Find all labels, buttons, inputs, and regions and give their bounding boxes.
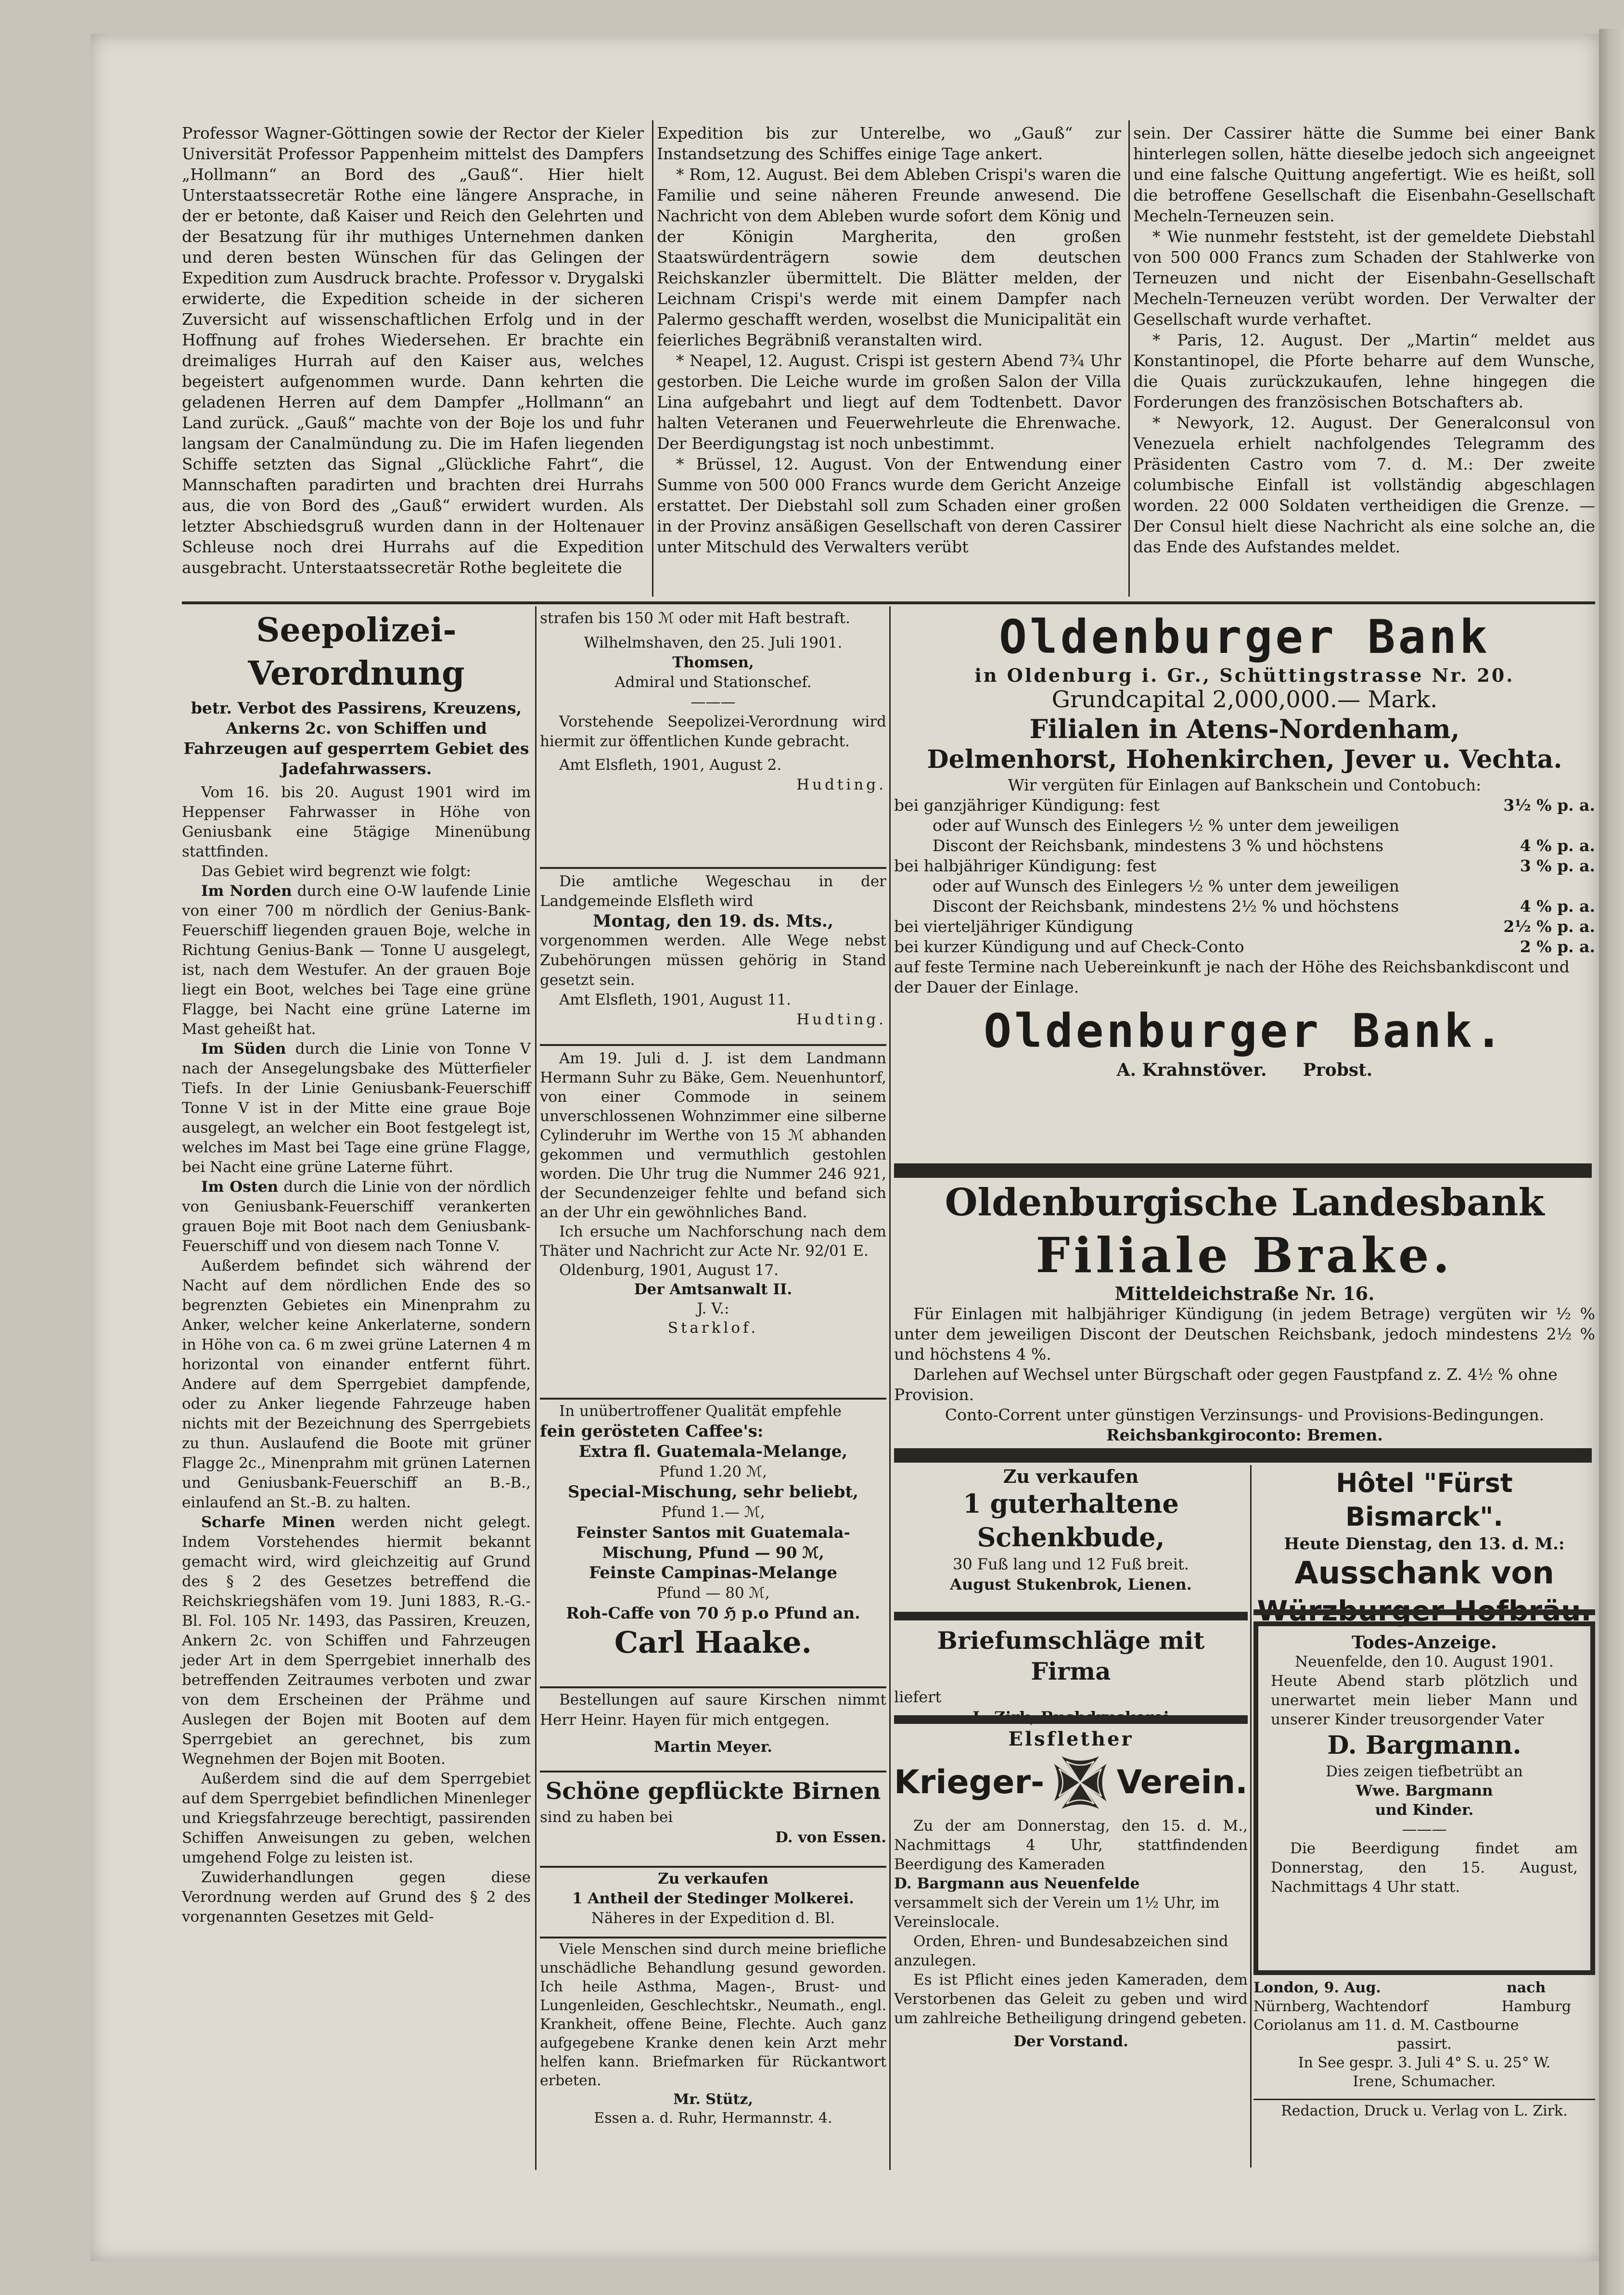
kirschen-text: Bestellungen auf saure Kirschen nimmt Herr Heinr. Hayen für mich entgegen.: [540, 1691, 886, 1729]
short-rule: ———: [691, 693, 736, 711]
stuetz-signer: Mr. Stütz,: [673, 2091, 753, 2108]
krieger-text-3: Orden, Ehren- und Bundesabzeichen sind anzulegen.: [894, 1933, 1228, 1969]
bank-location: in Oldenburg i. Gr., Schüttingstrasse Nr. 20.: [974, 664, 1515, 686]
landesbank-loans: Darlehen auf Wechsel unter Bürgschaft oder gegen Faustpfand z. Z. 4½ % ohne Provision.: [894, 1365, 1558, 1404]
landesbank-ad: [894, 1179, 1595, 1445]
rate-value: 2½ % p. a.: [1503, 917, 1595, 936]
hotel-date: Heute Dienstag, den 13. d. M.:: [1284, 1534, 1565, 1554]
krieger-head: Elsflether: [1008, 1728, 1134, 1750]
ad-rule: [540, 1398, 886, 1400]
news-newyork: * Newyork, 12. August. Der Generalconsul von Venezuela erhielt nachfolgendes Telegramm des Präsidenten Castro vom 7. d. M.: Der zweite columbische Einfall ist vollständig abgeschlagen worden. 22 000 Soldaten vertheidigen die Grenze. — Der Consul hielt diese Nachricht als eine solche an, die das Ende des Aufstandes meldet.: [1133, 413, 1595, 556]
short-rule: ———: [1402, 1821, 1447, 1838]
place-date: Wilhelmshaven, den 25. Juli 1901.: [584, 634, 843, 651]
stuetz-address: Essen a. d. Ruhr, Hermannstr. 4.: [594, 2110, 832, 2127]
rate-label: bei ganzjähriger Kündigung: fest: [894, 796, 1160, 815]
birnen-ad: [540, 1775, 886, 1848]
ad-rule: [540, 1686, 886, 1688]
todes-anzeige: [1253, 1621, 1595, 1975]
kirschen-ad: [540, 1690, 886, 1757]
ad-rule: [540, 1771, 886, 1772]
seepolizei-title: Seepolizei-Verordnung: [248, 611, 465, 693]
kirschen-signer: Martin Meyer.: [653, 1738, 773, 1756]
birnen-signer: D. von Essen.: [775, 1829, 886, 1846]
iron-cross-icon: [1049, 1751, 1112, 1814]
bank-capital: Grundcapital 2,000,000.— Mark.: [1051, 686, 1438, 713]
coffee-item-name: Special-Mischung, sehr beliebt,: [567, 1482, 859, 1502]
todes-signer-2: und Kinder.: [1375, 1801, 1474, 1819]
bank-name-2: Oldenburger Bank.: [984, 1004, 1506, 1058]
todes-signer-1: Wwe. Bargmann: [1355, 1782, 1493, 1799]
south-label: Im Süden: [201, 1040, 286, 1058]
bank-branches-2: Delmenhorst, Hohenkirchen, Jever u. Vechta.: [927, 745, 1562, 774]
news-text: Expedition bis zur Unterelbe, wo „Gauß“ zur Instandsetzung des Schiffes einige Tage ankert.: [657, 124, 1121, 163]
shipping-line: Irene, Schumacher.: [1353, 2073, 1496, 2090]
landesbank-address: Mitteldeichstraße Nr. 16.: [1114, 1283, 1375, 1304]
bank-branches-1: Filialen in Atens-Nordenham,: [1029, 714, 1460, 744]
signer: Thomsen,: [672, 654, 754, 671]
ad-rule: [540, 1044, 886, 1046]
ad-rule: [1253, 1609, 1595, 1615]
molkerei-text: 1 Antheil der Stedinger Molkerei.: [572, 1890, 854, 1907]
birnen-title: Schöne gepflückte Birnen: [545, 1778, 881, 1805]
rate-value: 3½ % p. a.: [1503, 796, 1595, 815]
birnen-text: sind zu haben bei: [540, 1809, 673, 1826]
schenkbude-head: Zu verkaufen: [1003, 1466, 1139, 1487]
rate-label: bei vierteljähriger Kündigung: [894, 917, 1133, 936]
bank-signers: A. Krahnstöver. Probst.: [1116, 1060, 1373, 1080]
krieger-signer: Der Vorstand.: [1013, 2033, 1128, 2050]
shipping-news: [1253, 1978, 1595, 2091]
page-edge: [1599, 29, 1624, 2295]
ad-rule: [540, 1937, 886, 1938]
publish-text: Vorstehende Seepolizei-Verordnung wird hiermit zur öffentlichen Kunde gebracht.: [540, 713, 886, 750]
rate-value: 4 % p. a.: [1520, 836, 1595, 855]
coffee-intro: In unübertroffener Qualität empfehle: [559, 1402, 842, 1420]
krieger-ad: [894, 1730, 1248, 2051]
krieger-text-2: versammelt sich der Verein um 1½ Uhr, im Vereinslocale.: [894, 1894, 1220, 1931]
news-column-3: [1133, 123, 1595, 557]
seepolizei-notice: [182, 609, 531, 1927]
signer-title: Admiral und Stationschef.: [614, 674, 812, 691]
coffee-ad: [540, 1401, 886, 1662]
krieger-text-4: Es ist Pflicht eines jeden Kameraden, dem Verstorbenen das Geleit zu geben und wird um zahlreiche Betheiligung dringend gebeten.: [894, 1971, 1248, 2027]
diebstahl-request: Ich ersuche um Nachforschung nach dem Thäter und Nachricht zur Acte Nr. 92/01 E.: [540, 1223, 886, 1260]
coffee-seller: Carl Haake.: [614, 1625, 812, 1660]
zirk-ad: [894, 1625, 1248, 1727]
east-text: durch die Linie von der nördlich von Geniusbank-Feuerschiff verankerten grauen Boje mit Boot nach dem Geniusbank-Feuerschiff und von diesem nach Tonne V.: [182, 1178, 531, 1255]
bank-rate-row: [894, 795, 1595, 816]
hotel-ad: [1253, 1466, 1595, 1629]
news-bruessel: * Brüssel, 12. August. Von der Entwendung einer Summe von 500 000 Francs wurde dem Gericht Anzeige erstattet. Der Diebstahl soll zum Schaden einer großen in der Provinz ansäßigen Gesellschaft von deren Cassirer unter Mitschuld des Verwalters verübt: [657, 455, 1121, 556]
north-text: durch eine O-W laufende Linie von einer 700 m nördlich der Genius-Bank-Feuerschiff liegenden grauen Boje, welche in Richtung Genius-Bank — Tonne U ausgelegt, ist, nach dem Westufer. An der grauen Boje liegt ein Boot, welches bei Tage eine grüne Flagge, bei Nacht eine grüne Laterne im Mast geheißt hat.: [182, 882, 531, 1038]
hotel-line-1: Ausschank von: [1294, 1556, 1554, 1591]
stuetz-text: Viele Menschen sind durch meine briefliche unschädliche Behandlung gesund geworden. Ich heile Asthma, Magen-, Brust- und Lungenleiden, Geschlechtskr., Neumath., engl. Krankheit, offene Beine, Flechte. Auch ganz aufgegebene Kranke denen kein Arzt mehr helfen kann. Briefmarken für Rückantwort erbeten.: [540, 1941, 886, 2089]
news-paris: * Paris, 12. August. Der „Martin“ meldet aus Konstantinopel, die Pforte beharre auf dem Wunsche, die Quais zurückzukaufen, lehne hingegen die Forderungen des französischen Botschafters ab.: [1133, 331, 1595, 411]
amt-signer: Hudting.: [796, 776, 886, 793]
bank-rate-row: [894, 917, 1595, 937]
coffee-item-name: Feinster Santos mit Guatemala-Mischung, Pfund — 90 ℳ,: [576, 1523, 850, 1562]
mines-label: Scharfe Minen: [201, 1514, 335, 1531]
schenkbude-seller: August Stukenbrok, Lienen.: [950, 1575, 1192, 1594]
diebstahl-iv: J. V.:: [697, 1300, 729, 1317]
rate-label: bei halbjähriger Kündigung: fest: [894, 856, 1157, 875]
coffee-item-price: Pfund — 80 ℳ,: [656, 1584, 770, 1602]
news-text: * Wie nunmehr feststeht, ist der gemeldete Diebstahl von 500 000 Francs zum Schaden der Stahlwerke von Terneuzen und nicht der Eisenbahn-Gesellschaft Mecheln-Terneuzen verübt worden. Der Verwalter der Gesellschaft wurde verhaftet.: [1133, 227, 1595, 329]
landesbank-text: Für Einlagen mit halbjähriger Kündigung (in jedem Betrage) vergüten wir ½ % unter dem jeweiligen Discont der Deutschen Reichsbank, jedoch mindestens 2½ % und höchstens 4 %.: [894, 1304, 1595, 1364]
coffee-item-name: Extra fl. Guatemala-Melange,: [578, 1442, 848, 1461]
krieger-name: D. Bargmann aus Neuenfelde: [894, 1875, 1140, 1892]
wegeschau-date: Montag, den 19. ds. Mts.,: [592, 911, 834, 931]
east-label: Im Osten: [201, 1178, 279, 1196]
todes-place: Neuenfelde, den 10. August 1901.: [1295, 1653, 1554, 1670]
rate-value: 3 % p. a.: [1520, 856, 1595, 875]
column-divider: [535, 606, 537, 2170]
coffee-item-name: Feinste Campinas-Melange: [589, 1563, 837, 1582]
seepolizei-continued: [540, 609, 886, 795]
todes-title: Todes-Anzeige.: [1352, 1632, 1497, 1653]
mines-text: werden nicht gelegt. Indem Vorstehendes hiermit bekannt gemacht wird, wird gleichzeitig auf Grund des § 2 des Gesetzes betreffend die Reichskriegshäfen vom 19. Juni 1883, R.-G.-Bl. Fol. 105 Nr. 1493, das Passiren, Kreuzen, Ankern 2c. von Schiffen und Fahrzeugen jeder Art in dem Sperrgebiet innerhalb des betreffenden Zeitraumes verboten und zwar von dem Erscheinen der Prähme und Auslegen der Bojen mit Booten auf dem Sperrgebiet an gerechnet, bis zum Wegnehmen der Bojen mit Booten.: [182, 1514, 531, 1768]
column-divider: [1250, 1465, 1252, 2168]
news-text: sein. Der Cassirer hätte die Summe bei einer Bank hinterlegen sollen, hätte dieselbe jedoch sich angeeignet und eine falsche Quittung angefertigt. Wie es heißt, soll die betroffene Gesellschaft die Eisenbahn-Gesellschaft Mecheln-Terneuzen sein.: [1133, 124, 1595, 225]
krieger-text: Zu der am Donnerstag, den 15. d. M., Nachmittags 4 Uhr, stattfindenden Beerdigung des Kameraden: [894, 1817, 1248, 1873]
wegeschau-text: Die amtliche Wegeschau in der Landgemeinde Elsfleth wird: [540, 873, 886, 910]
rate-value: 4 % p. a.: [1520, 897, 1595, 916]
south-text: durch die Linie von Tonne V nach der Ansegelungsbake des Mütterfieler Tiefs. In der Linie Geniusbank-Feuerschiff Tonne V ist in der Mitte eine graue Boje ausgelegt, an welcher ein Boot festgelegt ist, welches im Mast bei Tage eine grüne Flagge, bei Nacht eine grüne Laterne führt.: [182, 1040, 531, 1176]
exempt-text: Außerdem sind die auf dem Sperrgebiet auf dem Sperrgebiet befindlichen Minenleger und Kriegsfahrzeuge berechtigt, passirenden Schiffen Anweisungen zu geben, welchen umgehend Folge zu leisten ist.: [182, 1770, 531, 1866]
news-text: Professor Wagner-Göttingen sowie der Rector der Kieler Universität Professor Pappenheim mittelst des Dampfers „Hollmann“ an Bord des „Gauß“. Hier hielt Unterstaatssecretär Rothe eine längere Ansprache, in der er betonte, daß Kaiser und Reich den Gelehrten und der Besatzung für ihr muthiges Unternehmen danken und deren besten Wünschen für das Gelingen der Expedition zum Ausdruck brachte. Professor v. Drygalski erwiderte, die Expedition scheide in der sicheren Zuversicht auf wissenschaftlichen Erfolg und in der Hoffnung auf frohes Wiedersehen. Er brachte ein dreimaliges Hurrah auf den Kaiser aus, welches begeistert aufgenommen wurde. Dann kehrten die geladenen Herren auf dem Dampfer „Hollmann“ an Land zurück. „Gauß“ machte von der Boje los und fuhr langsam der Canalmündung zu. Die im Hafen liegenden Schiffe setzten das Signal „Glückliche Fahrt“, die Mannschaften paradirten und brachten drei Hurrahs aus, die von Bord des „Gauß“ erwidert wurden. Als letzter Abschiedsgruß wurden dann in der Holtenauer Schleuse noch drei Hurrahs auf die Expedition ausgebracht. Unterstaatssecretär Rothe begleitete die: [182, 124, 644, 577]
ad-rule: [894, 1612, 1248, 1620]
coffee-item-price: Pfund 1.20 ℳ,: [659, 1463, 767, 1480]
todes-burial: Die Beerdigung findet am Donnerstag, den 15. August, Nachmittags 4 Uhr statt.: [1271, 1840, 1578, 1896]
ad-rule: [540, 1866, 886, 1868]
bank-rate-row: [894, 937, 1595, 957]
shipping-line: passirt.: [1397, 2036, 1452, 2053]
diebstahl-office: Der Amtsanwalt II.: [634, 1281, 793, 1298]
column-divider: [889, 606, 891, 2170]
diebstahl-place: Oldenburg, 1901, August 17.: [559, 1262, 779, 1279]
thick-rule: [894, 1448, 1592, 1463]
bank-intro: Wir vergüten für Einlagen auf Bankschein und Contobuch:: [1008, 776, 1482, 794]
todes-text-2: Dies zeigen tiefbetrübt an: [1326, 1763, 1523, 1780]
todes-name: D. Bargmann.: [1327, 1731, 1522, 1760]
diebstahl-signer: Starklof.: [667, 1319, 759, 1337]
landesbank-title-1: Oldenburgische Landesbank: [945, 1181, 1545, 1224]
krieger-title-left: Krieger-: [894, 1763, 1045, 1801]
amt-date: Amt Elsfleth, 1901, August 2.: [559, 756, 782, 774]
bank-fixed: auf feste Termine nach Uebereinkunft je nach der Höhe des Reichsbankdiscont und der Dauer der Einlage.: [894, 957, 1570, 996]
schenkbude-title: 1 guterhaltene Schenkbude,: [963, 1488, 1179, 1553]
news-rom: * Rom, 12. August. Bei dem Ableben Crispi's waren die Familie und seine näheren Freunde anwesend. Die Nachricht von dem Ableben wurde sofort dem König und der Königin Margherita, den großen Staatswürdenträgern sowie dem deutschen Reichskanzler übermittelt. Die Blätter melden, der Leichnam Crispi's werde mit einem Dampfer nach Palermo geschafft werden, woselbst die Municipalität ein feierliches Begräbniß veranstalten wird.: [657, 165, 1121, 349]
coffee-item-price: Pfund 1.— ℳ,: [661, 1504, 765, 1521]
outside-text: Außerdem befindet sich während der Nacht auf dem nördlichen Ende des so begrenzten Gebietes ein Minenprahm zu Anker, welcher keine Ankerlaterne, sondern in Höhe von ca. 6 m zwei grüne Laternen 4 m horizontal von einander entfernt führt. Andere auf dem Sperrgebiet dampfende, oder zu Anker liegende Fahrzeuge haben nichts mit der Bezeichnung des Sperrgebiets zu thun. Auslaufend die Boote mit grüner Flagge 2c., Minenprahm mit grünen Laternen und Geniusbank-Feuerschiff an B.-B., einlaufend an St.-B. zu halten.: [182, 1257, 531, 1511]
bank-rate-row: [894, 876, 1595, 917]
news-neapel: * Neapel, 12. August. Crispi ist gestern Abend 7¾ Uhr gestorben. Die Leiche wurde im großen Salon der Villa Lina aufgebahrt und liegt auf dem Todtenbett. Davor halten Veteranen und Feuerwehrleute die Ehrenwache. Der Beerdigungstag ist noch unbestimmt.: [657, 351, 1121, 453]
column-divider: [652, 120, 653, 597]
imprint-rule: [1253, 2099, 1595, 2100]
imprint: Redaction, Druck u. Verlag von L. Zirk.: [1281, 2103, 1568, 2119]
wegeschau-ad: [540, 872, 886, 1030]
schenkbude-ad: [894, 1466, 1248, 1594]
bank-rate-row: [894, 816, 1595, 856]
wegeschau-signer: Hudting.: [796, 1011, 886, 1028]
shipping-line: Coriolanus am 11. d. M. Castbourne: [1253, 2017, 1519, 2034]
penalty-text: Zuwiderhandlungen gegen diese Verordnung werden auf Grund des § 2 des vorgenannten Gesetzes mit Geld-: [182, 1869, 531, 1925]
diebstahl-ad: [540, 1049, 886, 1338]
seepolizei-subtitle: betr. Verbot des Passirens, Kreuzens, Ankerns 2c. von Schiffen und Fahrzeugen auf gesperrtem Gebiet des Jadefahrwassers.: [183, 699, 529, 778]
krieger-title-right: Verein.: [1116, 1763, 1248, 1801]
coffee-item-name: Roh-Caffe von 70 ℌ p.o Pfund an.: [566, 1604, 860, 1622]
rate-value: 2 % p. a.: [1520, 937, 1595, 956]
rate-label: bei kurzer Kündigung und auf Check-Conto: [894, 937, 1244, 956]
schenkbude-size: 30 Fuß lang und 12 Fuß breit.: [953, 1555, 1189, 1573]
diebstahl-text: Am 19. Juli d. J. ist dem Landmann Hermann Suhr zu Bäke, Gem. Neuenhuntorf, von einer Commode in seinem unverschlossenen Wohnzimmer eine silberne Cylinderuhr im Werthe von 15 ℳ abhanden gekommen und vermuthlich gestohlen worden. Die Uhr trug die Nummer 246 921, der Secundenzeiger fehlte und befand sich an der Uhr ein gewöhnliches Band.: [540, 1050, 886, 1221]
wegeschau-amt: Amt Elsfleth, 1901, August 11.: [559, 991, 791, 1008]
todes-text: Heute Abend starb plötzlich und unerwartet mein lieber Mann und unserer Kinder treusorgender Vater: [1271, 1672, 1578, 1728]
rate-label: oder auf Wunsch des Einlegers ½ % unter dem jeweiligen Discont der Reichsbank, mindestens 3 % und höchstens: [933, 816, 1400, 855]
wegeschau-text2: vorgenommen werden. Alle Wege nebst Zubehörungen müssen gehörig in Stand gesetzt sein.: [540, 932, 886, 989]
landesbank-title-2: Filiale Brake.: [1036, 1227, 1454, 1284]
ad-rule: [540, 867, 886, 869]
bank-name: Oldenburger Bank: [999, 610, 1490, 664]
north-label: Im Norden: [201, 882, 292, 900]
landesbank-giro: Reichsbankgiroconto: Bremen.: [1106, 1426, 1383, 1444]
bank-rate-row: [894, 856, 1595, 876]
shipping-line: In See gespr. 3. Juli 4° S. u. 25° W.: [1298, 2054, 1551, 2071]
ad-rule: [894, 1715, 1248, 1724]
shipping-line: Nürnberg, Wachtendorf Hamburg: [1253, 1998, 1572, 2015]
column-divider: [1128, 120, 1130, 597]
penalty-cont: strafen bis 150 ℳ oder mit Haft bestraft.: [540, 610, 850, 627]
stuetz-ad: [540, 1940, 886, 2128]
molkerei-ad: [540, 1869, 886, 1928]
seepolizei-limits: Das Gebiet wird begrenzt wie folgt:: [201, 863, 471, 880]
rate-label: oder auf Wunsch des Einlegers ½ % unter dem jeweiligen Discont der Reichsbank, mindestens 2½ % und höchstens: [933, 877, 1400, 916]
thick-rule: [894, 1163, 1592, 1178]
molkerei-note: Näheres in der Expedition d. Bl.: [591, 1910, 835, 1927]
section-rule: [182, 601, 1595, 604]
zirk-text: liefert: [894, 1688, 942, 1706]
news-column-2: [657, 123, 1121, 557]
seepolizei-intro: Vom 16. bis 20. August 1901 wird im Heppenser Fahrwasser in Höhe von Geniusbank eine 5tägige Minenübung stattfinden.: [182, 784, 531, 860]
bank-ad: [894, 609, 1595, 1080]
shipping-line: London, 9. Aug. nach: [1253, 1979, 1546, 1996]
hotel-title: Hôtel "Fürst Bismarck".: [1336, 1468, 1513, 1532]
molkerei-head: Zu verkaufen: [658, 1870, 768, 1887]
landesbank-conto: Conto-Corrent unter günstigen Verzinsungs- und Provisions-Bedingungen.: [945, 1405, 1545, 1424]
news-column-1: [182, 123, 644, 578]
zirk-title: Briefumschläge mit Firma: [937, 1626, 1205, 1685]
coffee-head: fein gerösteten Caffee's:: [540, 1422, 764, 1441]
